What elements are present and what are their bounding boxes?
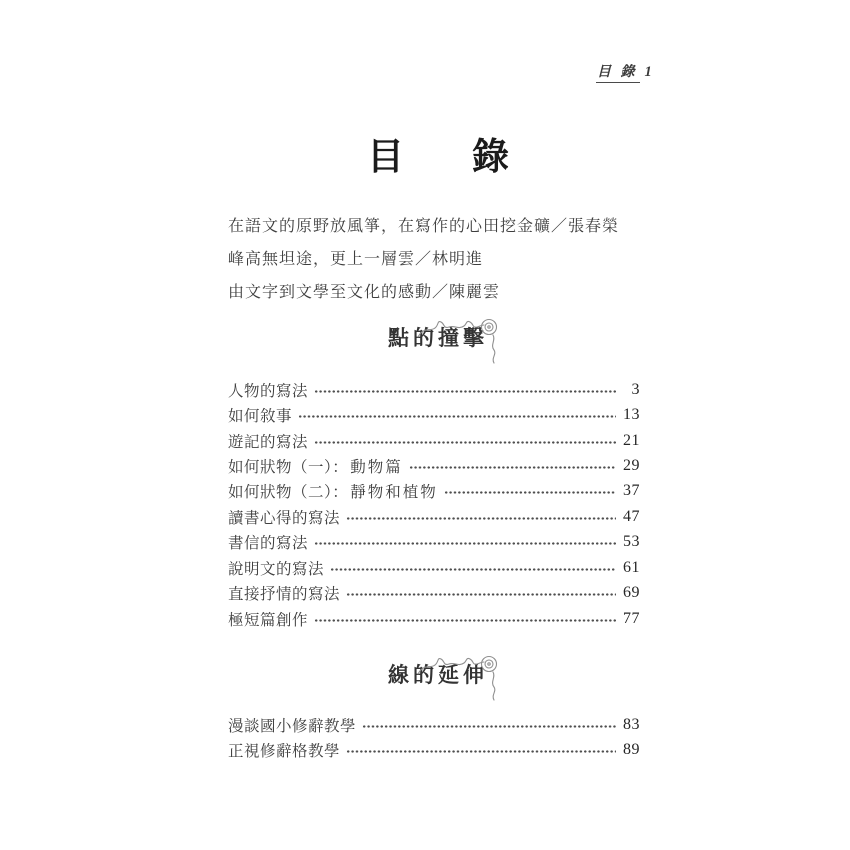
toc-entry-title: 如何狀物（一）： (228, 459, 349, 477)
section-heading-1 (228, 326, 648, 350)
toc-entry-title: 極短篇創作 (228, 611, 309, 629)
toc-entry-title: 人物的寫法 (228, 382, 309, 400)
toc-entry-page-number: 13 (623, 406, 640, 424)
toc-entry-title: 讀書心得的寫法 (228, 509, 341, 527)
dot-leader (444, 491, 616, 494)
toc-entry-page-number: 29 (623, 457, 640, 475)
toc-entry-page-number: 47 (623, 507, 640, 525)
preface-line: 在語文的原野放風箏，在寫作的心田挖金礦／張春榮 (228, 218, 620, 235)
dot-leader (346, 517, 616, 520)
toc-entry-subtitle: 動物篇 (350, 459, 403, 477)
toc-entry-page-number: 3 (631, 380, 640, 398)
toc-entry (228, 581, 640, 606)
toc-entry-title: 正視修辭格教學 (228, 743, 341, 761)
dot-leader (314, 619, 616, 622)
dot-leader (346, 593, 616, 596)
dot-leader (298, 415, 616, 418)
dot-leader (314, 390, 616, 393)
toc-entry (228, 402, 640, 427)
toc-entry (228, 555, 640, 580)
page-title (228, 138, 648, 178)
preface-line: 峰高無坦途，更上一層雲／林明進 (228, 251, 484, 268)
toc-entry-page-number: 83 (623, 715, 640, 733)
page-title-char-2: 錄 (472, 137, 509, 178)
toc-entry-title: 如何狀物（二）： (228, 484, 349, 502)
toc-entry (228, 737, 640, 762)
toc-entry-title: 遊記的寫法 (228, 433, 309, 451)
dot-leader (346, 750, 616, 753)
preface-list (228, 210, 648, 309)
toc-entry (228, 606, 640, 631)
toc-entry (228, 479, 640, 504)
toc-entry (228, 712, 640, 737)
preface-line: 由文字到文學至文化的感動／陳麗雲 (228, 284, 501, 301)
toc-entry-page-number: 21 (623, 431, 640, 449)
section-heading-2 (228, 663, 648, 687)
running-header-page-number: 1 (644, 64, 652, 80)
toc-entry-title: 說明文的寫法 (228, 560, 325, 578)
toc-list-1 (228, 377, 640, 631)
section-heading-text: 線的延伸 (388, 663, 488, 687)
toc-entry-page-number: 37 (623, 482, 640, 500)
toc-entry-page-number: 53 (623, 533, 640, 551)
toc-list-2 (228, 712, 640, 763)
toc-entry-page-number: 89 (623, 741, 640, 759)
toc-entry (228, 453, 640, 478)
toc-entry-title: 漫談國小修辭教學 (228, 717, 357, 735)
section-heading-text: 點的撞擊 (388, 326, 488, 350)
dot-leader (314, 441, 616, 444)
toc-entry (228, 530, 640, 555)
toc-entry-title: 書信的寫法 (228, 535, 309, 553)
toc-entry (228, 428, 640, 453)
running-header (596, 61, 652, 81)
toc-entry (228, 377, 640, 402)
toc-entry-title: 直接抒情的寫法 (228, 586, 341, 604)
toc-entry-page-number: 77 (623, 609, 640, 627)
dot-leader (409, 466, 616, 469)
toc-entry-page-number: 69 (623, 584, 640, 602)
page-title-char-1: 目 (367, 137, 404, 178)
toc-entry-title: 如何敘事 (228, 408, 293, 426)
running-header-title: 目 錄 (596, 65, 640, 83)
dot-leader (330, 568, 616, 571)
toc-entry-page-number: 61 (623, 558, 640, 576)
dot-leader (314, 542, 616, 545)
dot-leader (362, 725, 616, 728)
toc-entry (228, 504, 640, 529)
toc-entry-subtitle: 靜物和植物 (350, 484, 438, 502)
